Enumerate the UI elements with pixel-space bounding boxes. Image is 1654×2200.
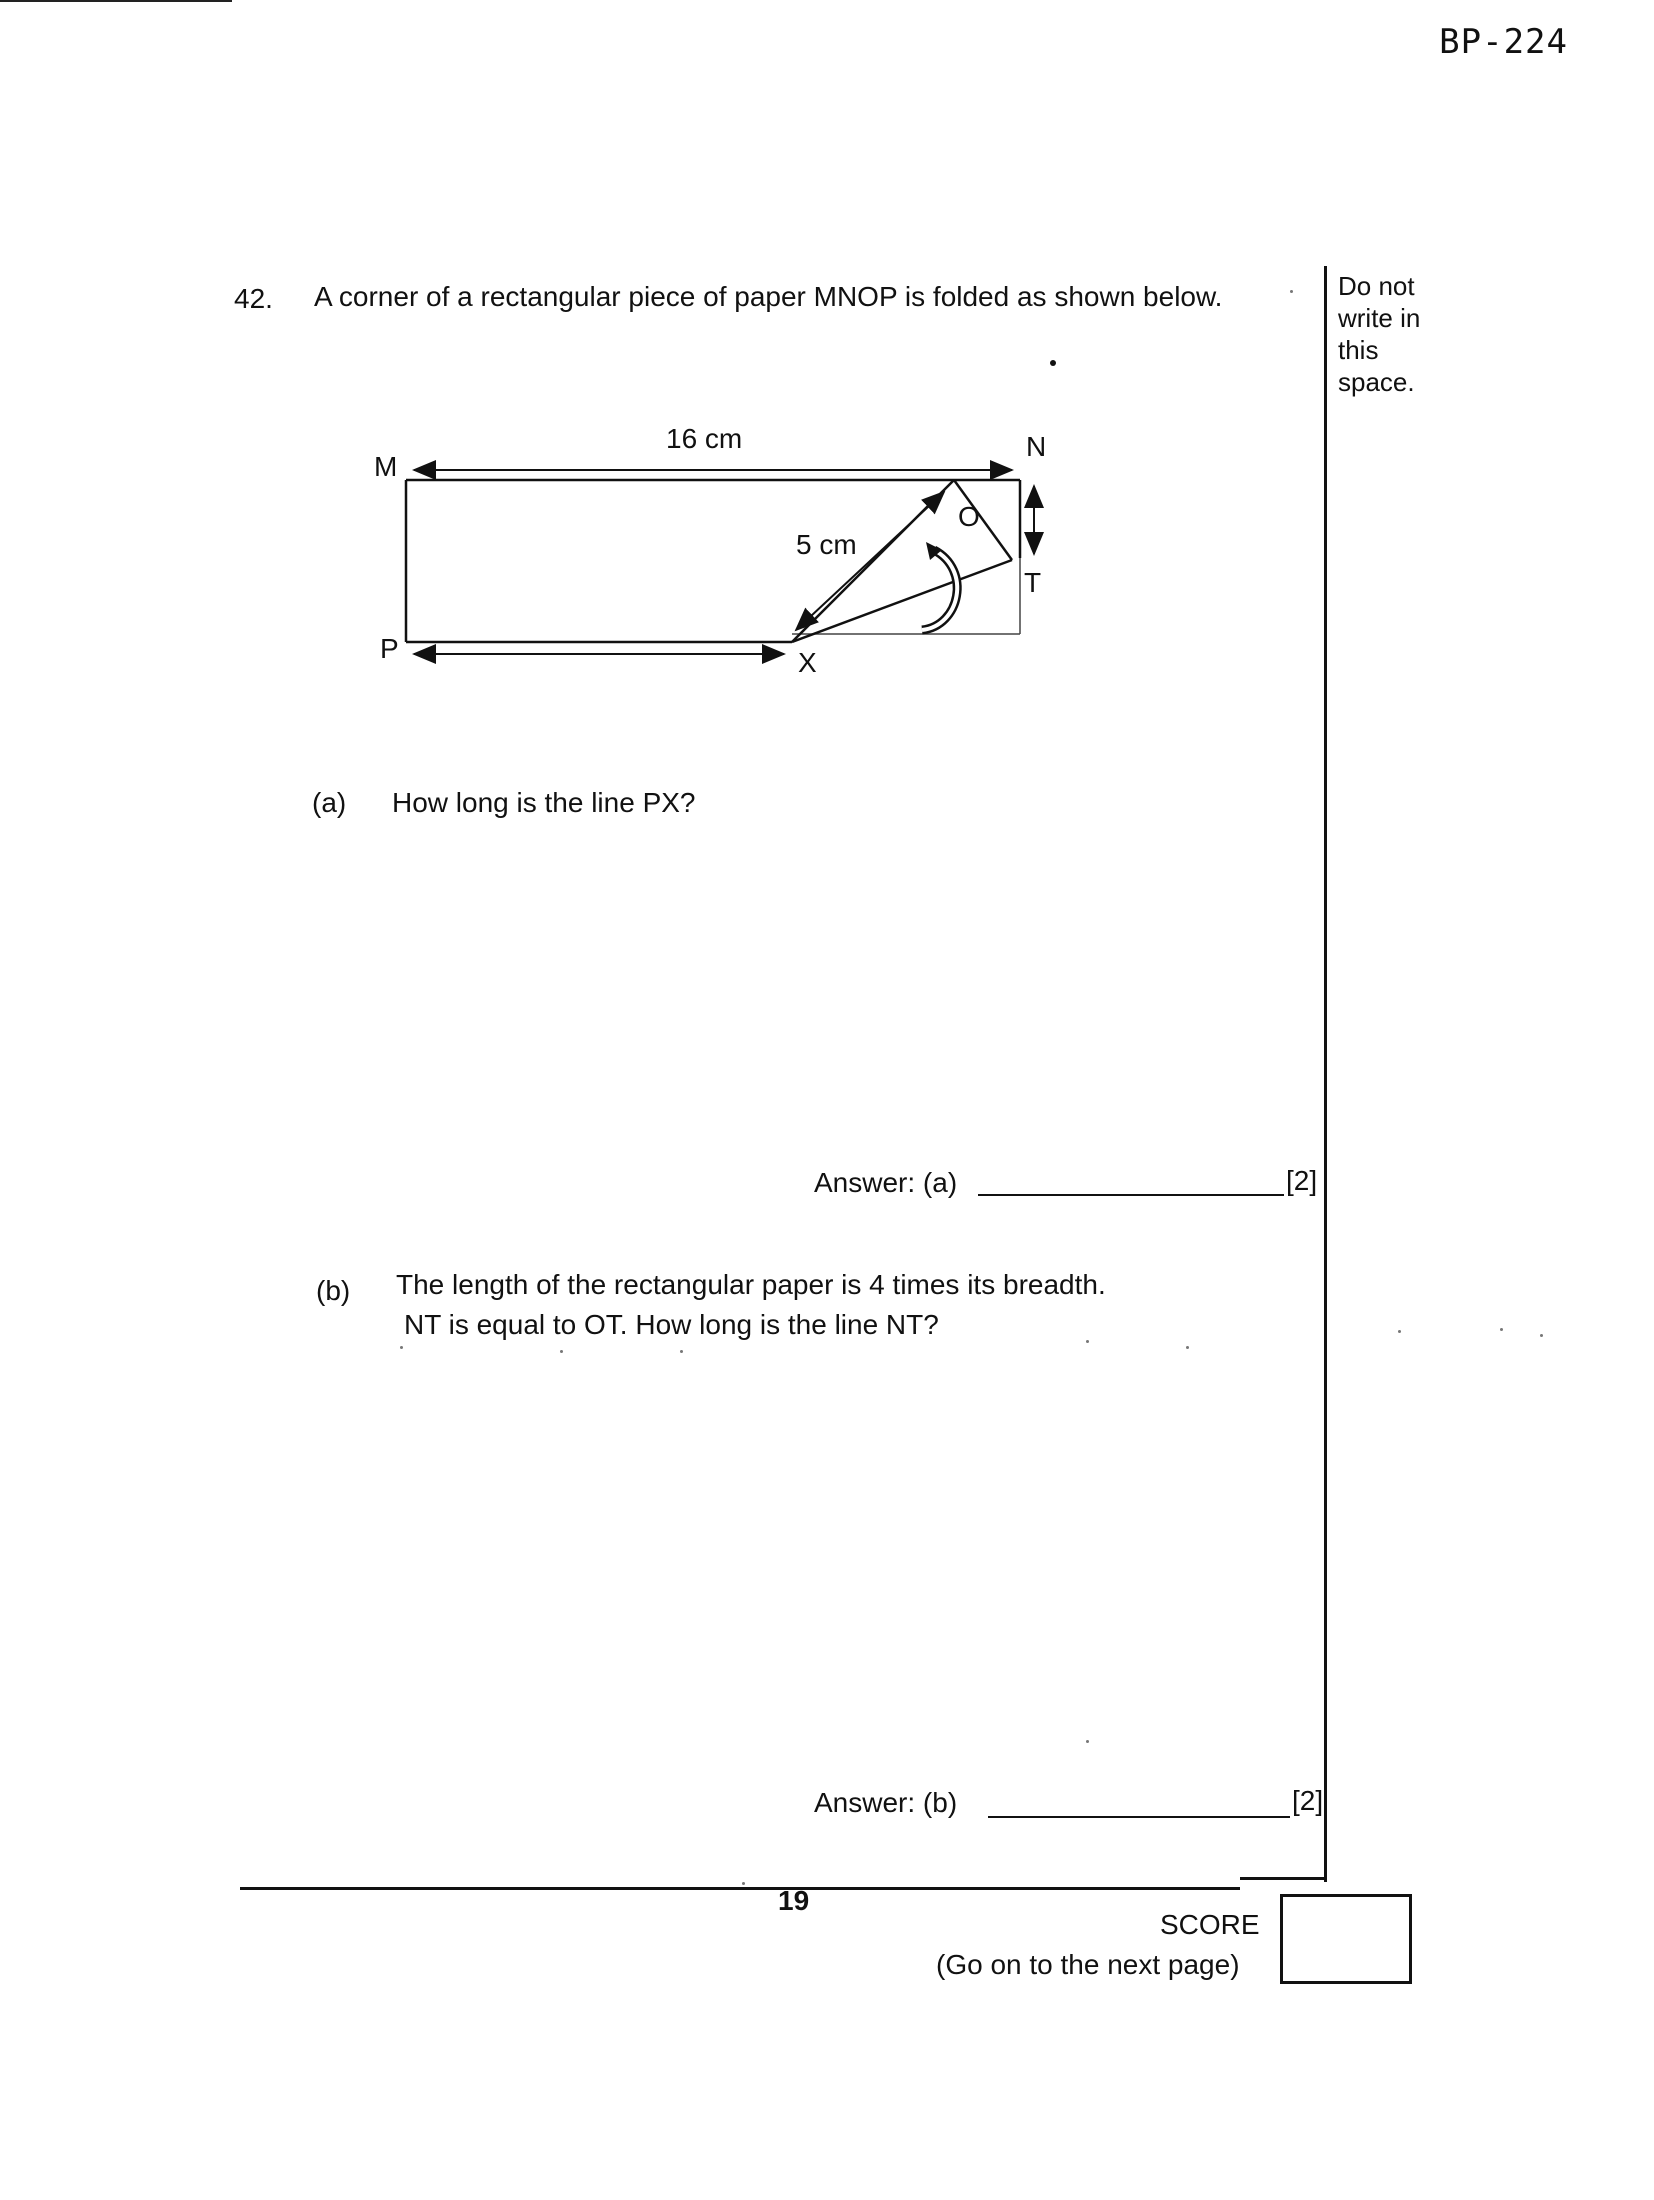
scan-speck [680, 1350, 683, 1353]
paper-outline [406, 480, 1020, 642]
fold-direction-arrow [922, 550, 957, 630]
scan-speck [1086, 1340, 1089, 1343]
answer-a-label: Answer: (a) [814, 1167, 958, 1198]
part-b-question-line2: NT is equal to OT. How long is the line NT? [404, 1309, 939, 1340]
part-b-marks: [2] [1292, 1785, 1324, 1816]
folded-paper-diagram [360, 420, 1080, 700]
answer-b-label: Answer: (b) [814, 1787, 958, 1818]
fold-dimension-label: 5 cm [796, 529, 857, 560]
part-a-question: How long is the line PX? [392, 787, 696, 818]
scan-speck [560, 1350, 563, 1353]
scan-speck [1186, 1346, 1189, 1349]
scan-speck [1050, 360, 1056, 366]
label-X: X [798, 647, 817, 678]
page-number: 19 [778, 1885, 810, 1916]
scan-speck [1540, 1334, 1543, 1337]
scan-speck [742, 1882, 745, 1885]
part-b-label: (b) [316, 1275, 351, 1306]
margin-rule [1324, 266, 1327, 1882]
scan-speck [1086, 1740, 1089, 1743]
footer-rule [240, 1887, 1240, 1890]
part-b-question-line1: The length of the rectangular paper is 4 times its breadth. [396, 1269, 1106, 1300]
scan-speck [1398, 1330, 1401, 1333]
top-edge-rule [0, 0, 232, 2]
question-number: 42. [234, 283, 273, 314]
label-T: T [1024, 567, 1042, 598]
answer-a-field[interactable] [978, 1194, 1284, 1196]
next-page-instruction: (Go on to the next page) [936, 1949, 1240, 1980]
question-stem: A corner of a rectangular piece of paper MNOP is folded as shown below. [314, 281, 1223, 312]
label-P: P [380, 633, 399, 664]
length-dimension-label: 16 cm [666, 423, 743, 454]
score-box[interactable] [1280, 1894, 1412, 1984]
margin-bottom-rule [1240, 1877, 1327, 1880]
label-N: N [1026, 431, 1047, 462]
scan-speck [400, 1346, 403, 1349]
fold-dimension-arrow [796, 492, 944, 630]
page-code: BP-224 [1439, 22, 1568, 62]
part-a-marks: [2] [1286, 1165, 1318, 1196]
label-O: O [958, 501, 980, 532]
label-M: M [374, 451, 398, 482]
score-label: SCORE [1160, 1909, 1260, 1940]
margin-note: Do not write in this space. [1338, 271, 1421, 397]
scan-speck [1290, 290, 1293, 293]
scan-speck [1500, 1328, 1503, 1331]
answer-b-field[interactable] [988, 1816, 1290, 1818]
part-a-label: (a) [312, 787, 347, 818]
